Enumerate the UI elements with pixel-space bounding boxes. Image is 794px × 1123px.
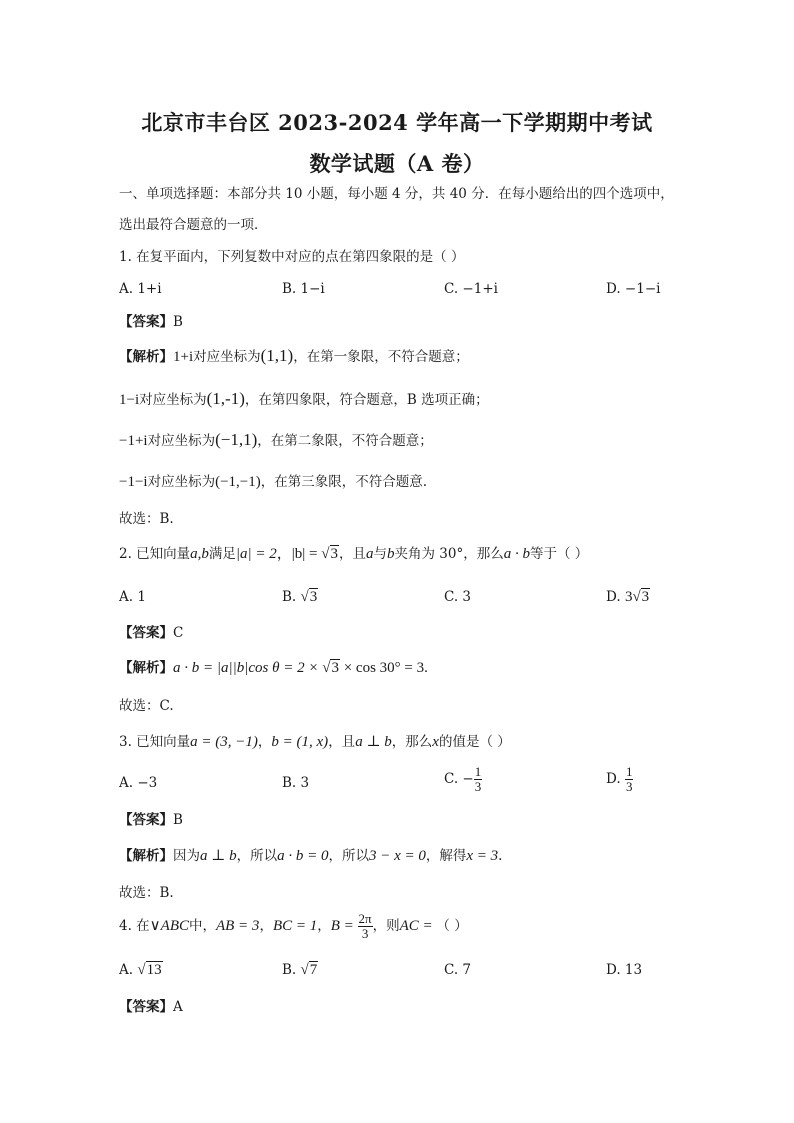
question-2-stem: 2. 已知向量a,b满足|a| = 2，|b| = √3，且a与b夹角为 30°，那么a · b等于（ ）: [119, 546, 589, 562]
fraction: $\frac{2\pi}{3}$: [358, 911, 372, 941]
q1-answer: [119, 313, 183, 331]
q3-conclusion: 故选：B.: [119, 885, 174, 901]
document-title: 北京市丰台区 2023-2024 学年高一下学期期中考试: [141, 110, 653, 135]
q3-option-b: B. 3: [282, 775, 310, 791]
section-heading: 一、单项选择题：本部分共 10 小题，每小题 4 分，共 40 分．在每小题给出的四个选项中，: [119, 186, 674, 202]
q2-analysis: 【解析】a · b = |a||b|cos θ = 2 × √3 × cos 30° = 3.: [119, 660, 428, 676]
sqrt-symbol: √3: [321, 546, 338, 562]
q1-conclusion: 故选：B.: [119, 511, 174, 527]
q4-option-a: A. √13: [119, 962, 162, 978]
q3-option-d: D. $\frac{1}{3}$: [606, 764, 633, 794]
sqrt-symbol: √3: [300, 589, 318, 605]
answer-value: B: [173, 314, 183, 330]
q3-answer: 【答案】B: [119, 812, 183, 828]
answer-label: 【答案】: [119, 314, 173, 330]
q3-option-c: C. − $\frac{1}{3}$: [444, 764, 482, 794]
q1-analysis-line-2: 1−i对应坐标为(1,‐1)，在第四象限，符合题意，B 选项正确；: [119, 389, 489, 408]
q2-answer: 【答案】C: [119, 625, 184, 641]
document-subtitle: 数学试题（A 卷）: [309, 151, 485, 176]
q1-option-a: A. 1+i: [119, 281, 162, 297]
q2-option-c: C. 3: [444, 589, 472, 605]
q2-conclusion: 故选：C.: [119, 698, 174, 714]
sqrt-symbol: √3: [322, 660, 339, 676]
question-1-stem: 1. 在复平面内，下列复数中对应的点在第四象限的是（ ）: [119, 249, 465, 265]
sqrt-symbol: √13: [137, 962, 162, 978]
q2-option-d: D. 3√3: [606, 589, 650, 605]
q3-option-a: A. −3: [119, 775, 158, 791]
q4-answer: 【答案】A: [119, 999, 183, 1015]
q4-option-b: B. √7: [282, 962, 318, 978]
sqrt-symbol: √7: [300, 962, 318, 978]
q4-option-d: D. 13: [606, 962, 643, 978]
q1-option-c: C. −1+i: [444, 281, 498, 297]
fraction: $\frac{1}{3}$: [625, 764, 633, 794]
q1-analysis-line-4: −1−i对应坐标为(−1,−1)，在第三象限，不符合题意.: [119, 474, 428, 490]
q4-option-c: C. 7: [444, 962, 472, 978]
q3-analysis: 【解析】因为a ⊥ b，所以a · b = 0，所以3 − x = 0，解得x = 3.: [119, 848, 503, 864]
q2-option-b: B. √3: [282, 589, 318, 605]
q2-option-a: A. 1: [119, 589, 146, 605]
analysis-label: 【解析】: [119, 349, 173, 365]
q1-option-d: D. −1−i: [606, 281, 661, 297]
q1-analysis-line-3: −1+i对应坐标为(−1,1)，在第二象限，不符合题意；: [119, 430, 433, 449]
question-3-stem: 3. 已知向量a = (3, −1)，b = (1, x)，且a ⊥ b，那么x的值是（ ）: [119, 734, 511, 750]
section-heading-cont: 选出最符合题意的一项．: [119, 217, 268, 233]
q1-option-b: B. 1−i: [282, 281, 325, 297]
question-4-stem: 4. 在∨ABC中，AB = 3，BC = 1，B = $\frac{2\pi}{3}$ ，则AC = （ ）: [119, 911, 468, 941]
q1-analysis-line-1: 【解析】1+i对应坐标为(1,1)，在第一象限，不符合题意；: [119, 346, 469, 365]
fraction: $\frac{1}{3}$: [474, 764, 482, 794]
sqrt-symbol: √3: [632, 589, 650, 605]
